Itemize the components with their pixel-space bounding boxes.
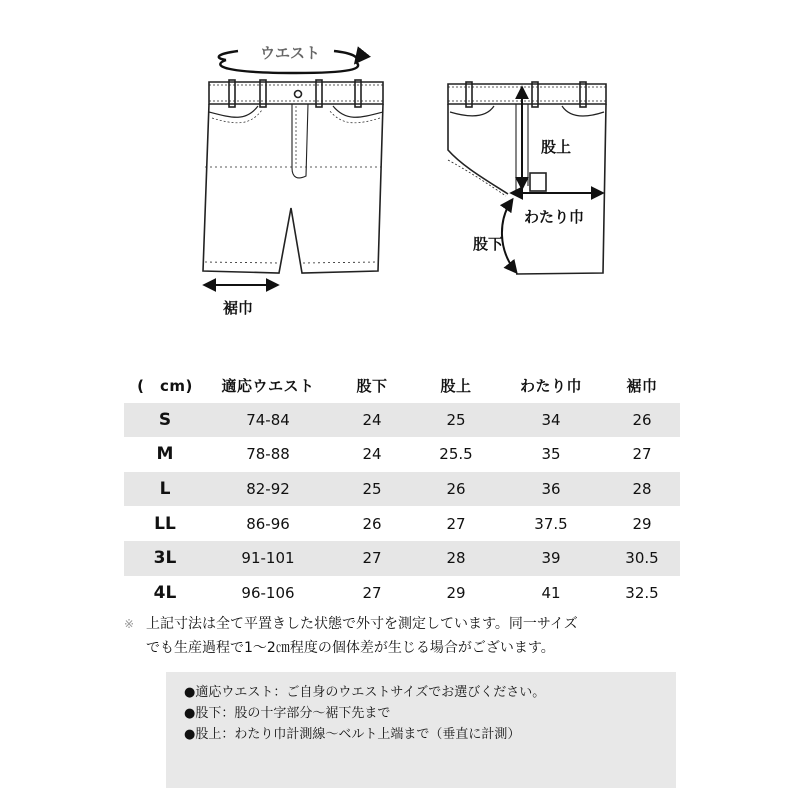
shorts-front-illustration (203, 80, 383, 273)
table-cell: 32.5 (625, 583, 659, 602)
table-cell: 39 (498, 541, 604, 576)
table-cell: 41 (541, 583, 561, 602)
table-cell: 27 (362, 583, 382, 602)
table-cell: 29 (446, 583, 466, 602)
size-cell: L (124, 472, 206, 507)
table-row (124, 403, 680, 438)
rise-label: 股上 (540, 138, 572, 156)
table-cell: 91-101 (206, 541, 330, 576)
table-cell: 74-84 (206, 403, 330, 438)
inseam-arrow (502, 200, 516, 272)
table-cell: 35 (541, 445, 561, 464)
table-cell: 82-92 (206, 472, 330, 507)
table-cell: 25 (330, 472, 414, 507)
table-cell: 24 (362, 445, 382, 464)
size-cell: LL (154, 513, 176, 534)
size-cell: 4L (153, 582, 177, 603)
definition-inseam: ●股下：股の十字部分～裾下先まで (184, 706, 391, 721)
unit-header: ( cm) (137, 376, 193, 395)
table-cell: 26 (604, 403, 680, 438)
table-row (124, 576, 680, 611)
table-row (124, 541, 680, 576)
rise-header: 股上 (440, 376, 472, 395)
inseam-header: 股下 (356, 376, 388, 395)
table-cell: 28 (414, 541, 498, 576)
waist-label: ウエスト (259, 44, 321, 62)
table-cell: 27 (330, 541, 414, 576)
table-cell: 27 (632, 445, 652, 464)
hem-header: 裾巾 (626, 376, 658, 395)
table-cell: 86-96 (246, 514, 290, 533)
table-cell: 25.5 (439, 445, 473, 464)
waist-header: 適応ウエスト (221, 376, 315, 395)
table-cell: 34 (498, 403, 604, 438)
table-header-row (124, 368, 680, 403)
table-cell: 30.5 (604, 541, 680, 576)
size-chart-table (124, 368, 680, 610)
table-row (124, 472, 680, 507)
table-cell: 25 (414, 403, 498, 438)
definitions-box (166, 672, 676, 788)
table-cell: 37.5 (534, 514, 568, 533)
table-cell: 28 (604, 472, 680, 507)
inseam-label: 股下 (472, 235, 504, 253)
note-line-2: でも生産過程で1～2㎝程度の個体差が生じる場合がございます。 (146, 640, 555, 656)
table-cell: 26 (362, 514, 382, 533)
shorts-side-illustration (448, 82, 606, 274)
thigh-header: わたり巾 (519, 376, 582, 395)
table-cell: 27 (446, 514, 466, 533)
table-cell: 36 (498, 472, 604, 507)
table-row (124, 506, 680, 541)
measurement-note (124, 612, 666, 660)
table-cell: 24 (330, 403, 414, 438)
table-cell: 96-106 (241, 583, 295, 602)
table-cell: 78-88 (246, 445, 290, 464)
table-cell: 26 (414, 472, 498, 507)
note-line-1: 上記寸法は全て平置きした状態で外寸を測定しています。同一サイズ (146, 616, 578, 632)
size-cell: 3L (124, 541, 206, 576)
hem-label: 裾巾 (222, 299, 254, 317)
measurement-diagram (0, 0, 800, 330)
thigh-label: わたり巾 (523, 208, 585, 226)
definition-waist: ●適応ウエスト：ご自身のウエストサイズでお選びください。 (184, 685, 546, 700)
note-mark: ※ (124, 617, 135, 631)
table-cell: 29 (632, 514, 652, 533)
size-cell: M (156, 444, 174, 465)
definition-rise: ●股上：わたり巾計測線～ベルト上端まで（垂直に計測） (184, 727, 521, 742)
table-row (124, 437, 680, 472)
size-cell: S (124, 403, 206, 438)
